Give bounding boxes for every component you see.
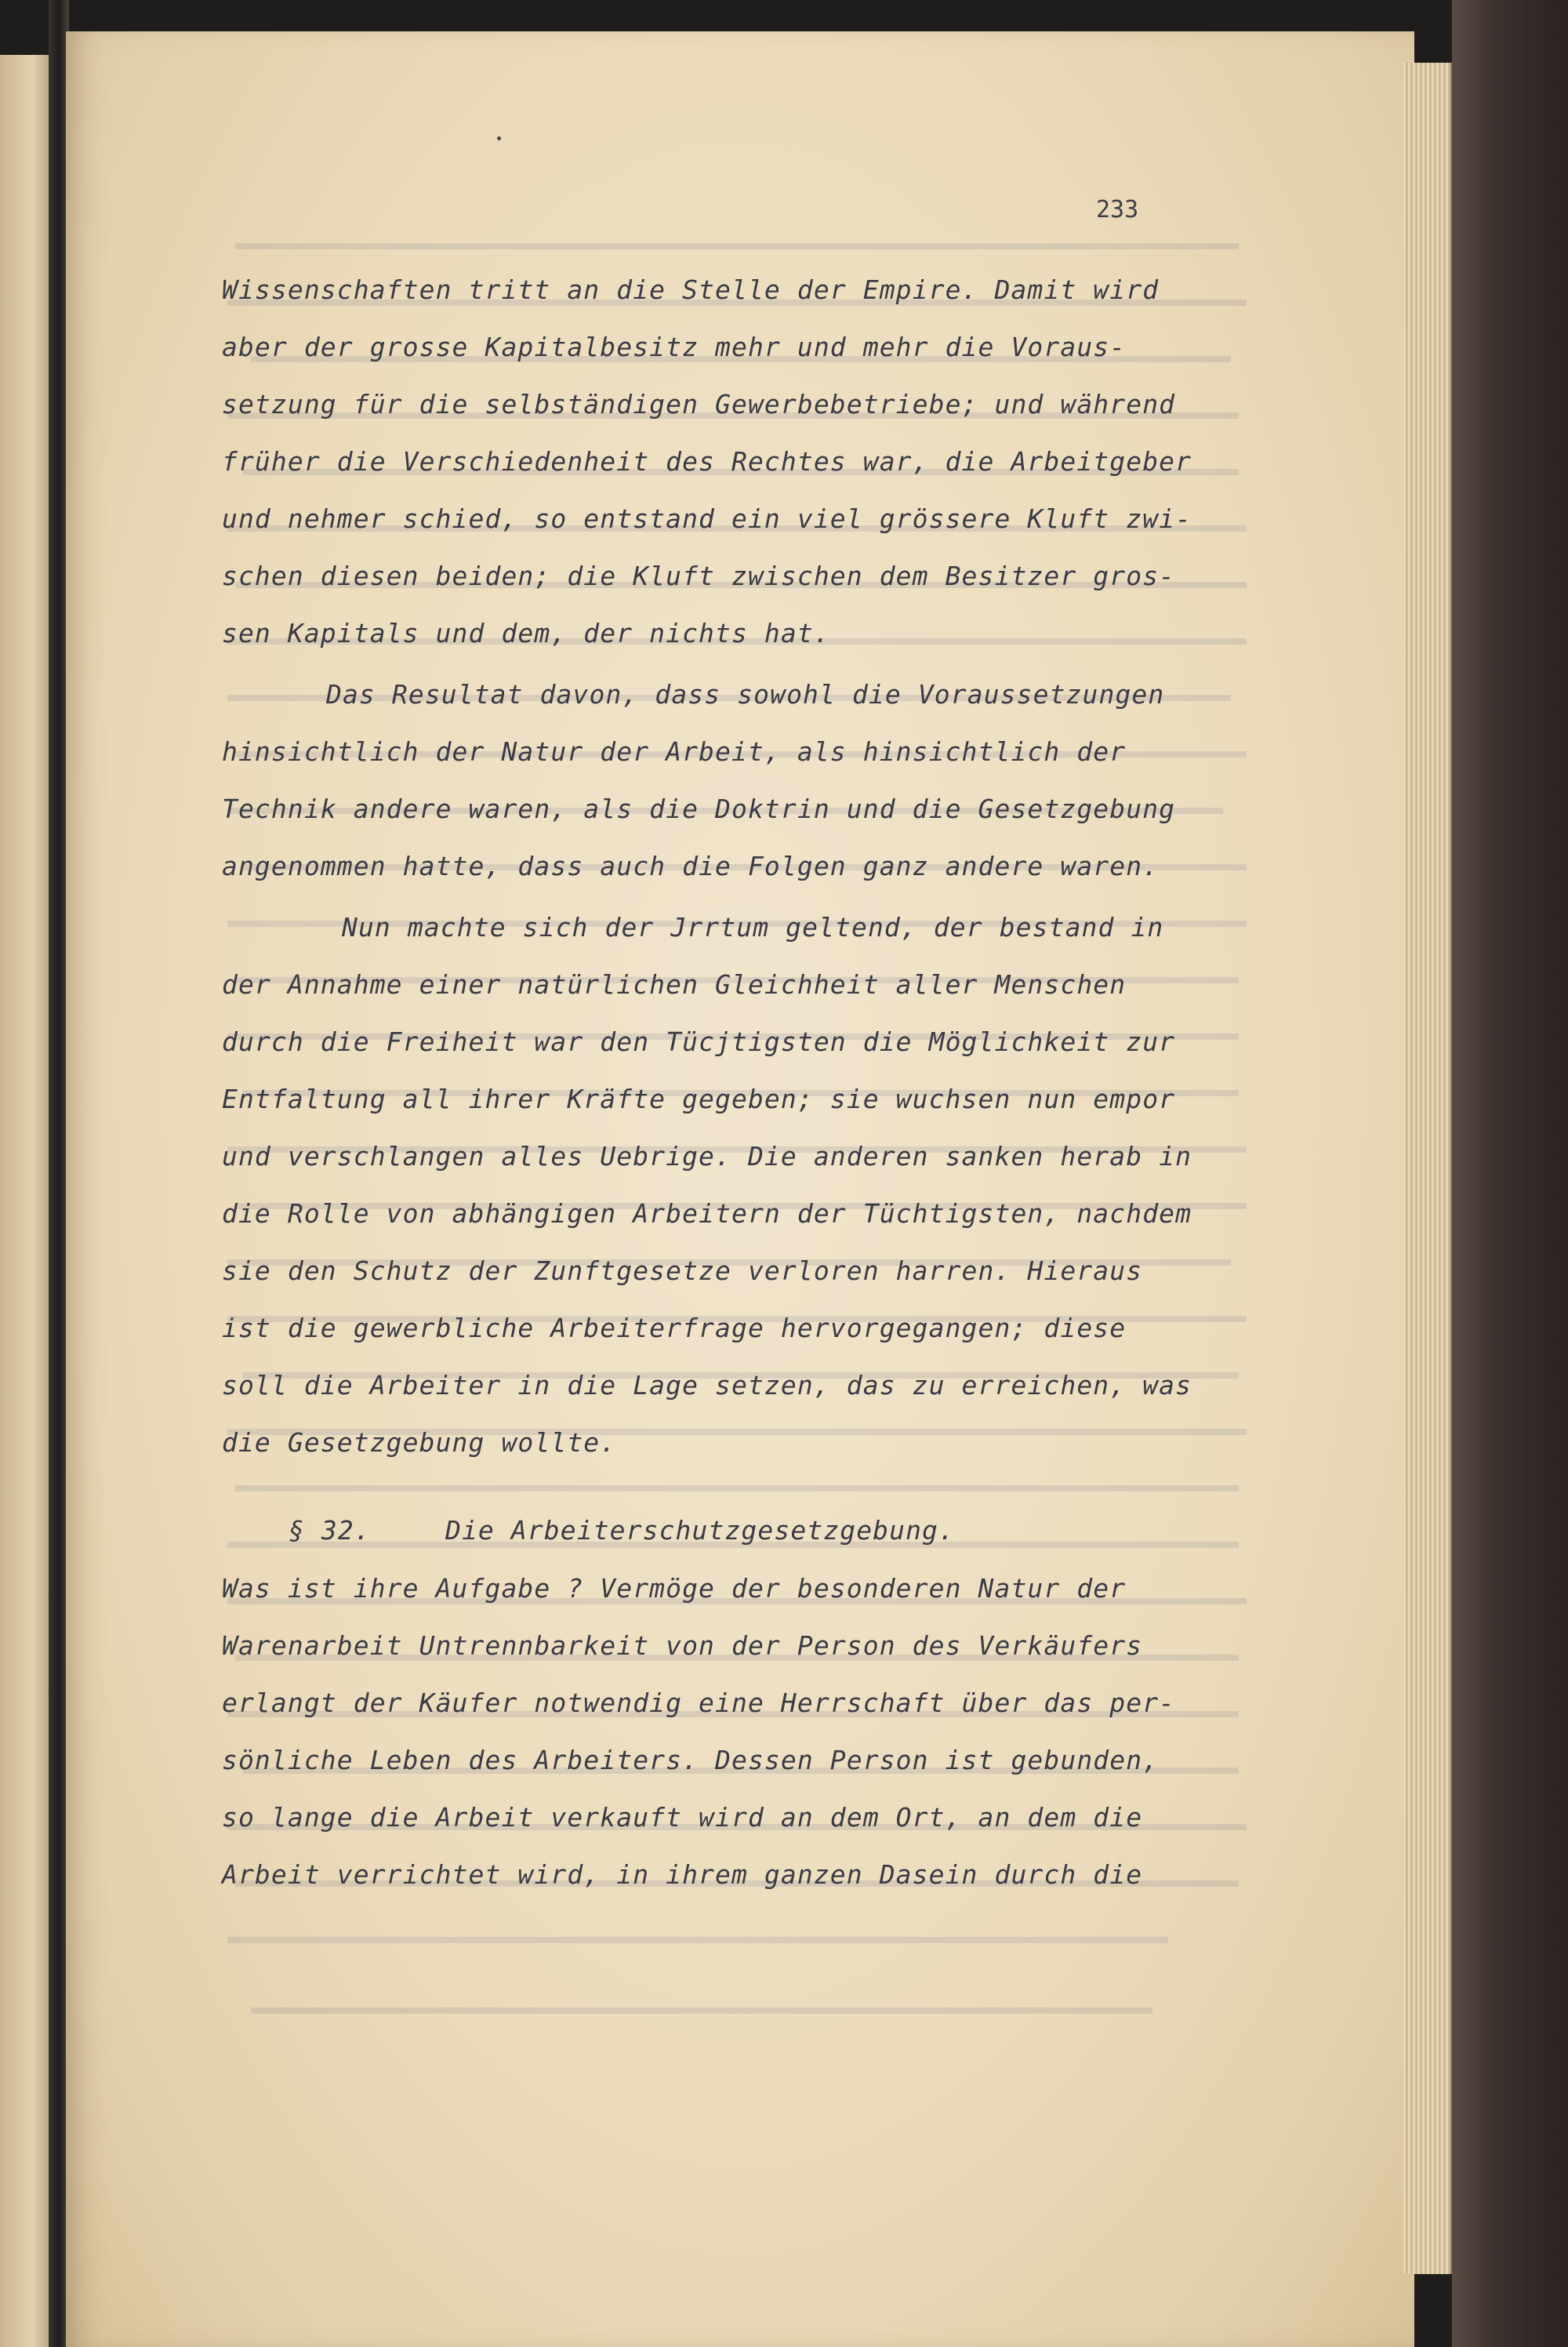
text-line: früher die Verschiedenheit des Rechtes war, die Arbeitgeber xyxy=(222,446,1192,477)
page-number: 233 xyxy=(1096,196,1139,223)
text-line: die Rolle von abhängigen Arbeitern der Tüchtigsten, nachdem xyxy=(222,1198,1192,1229)
text-line: setzung für die selbständigen Gewerbebetriebe; und während xyxy=(222,389,1176,420)
text-line: aber der grosse Kapitalbesitz mehr und mehr die Voraus- xyxy=(222,332,1127,362)
text-line: und verschlangen alles Uebrige. Die anderen sanken herab in xyxy=(222,1141,1192,1172)
section-mark: § 32. xyxy=(289,1515,371,1546)
text-line: sie den Schutz der Zunftgesetze verloren harren. Hieraus xyxy=(222,1255,1143,1286)
text-line: so lange die Arbeit verkauft wird an dem Ort, an dem die xyxy=(222,1802,1143,1833)
text-line: Warenarbeit Untrennbarkeit von der Person des Verkäufers xyxy=(222,1630,1143,1661)
text-line: sen Kapitals und dem, der nichts hat. xyxy=(222,618,830,649)
text-line: angenommen hatte, dass auch die Folgen ganz andere waren. xyxy=(222,851,1160,881)
text-line: der Annahme einer natürlichen Gleichheit aller Menschen xyxy=(222,969,1127,1000)
text-line: erlangt der Käufer notwendig eine Herrschaft über das per- xyxy=(222,1688,1176,1718)
text-line: sönliche Leben des Arbeiters. Dessen Person ist gebunden, xyxy=(222,1745,1160,1775)
text-line: die Gesetzgebung wollte. xyxy=(222,1427,617,1458)
text-line: schen diesen beiden; die Kluft zwischen dem Besitzer gros- xyxy=(222,561,1176,591)
left-facing-page-edge xyxy=(0,55,55,2347)
text-line: Nun machte sich der Jrrtum geltend, der bestand in xyxy=(342,912,1164,943)
text-line: Technik andere waren, als die Doktrin und die Gesetzgebung xyxy=(222,794,1176,824)
text-line: soll die Arbeiter in die Lage setzen, das zu erreichen, was xyxy=(222,1370,1192,1401)
text-line: hinsichtlich der Natur der Arbeit, als hinsichtlich der xyxy=(222,736,1127,767)
text-line: Wissenschaften tritt an die Stelle der Empire. Damit wird xyxy=(222,274,1160,305)
text-line: durch die Freiheit war den Tücjtigsten die Möglichkeit zur xyxy=(222,1026,1176,1057)
section-title: Die Arbeiterschutzgesetzgebung. xyxy=(445,1515,955,1546)
text-line: und nehmer schied, so entstand ein viel grössere Kluft zwi- xyxy=(222,503,1192,534)
text-line: Das Resultat davon, dass sowohl die Voraussetzungen xyxy=(326,679,1165,710)
text-line: ist die gewerbliche Arbeiterfrage hervorgegangen; diese xyxy=(222,1313,1127,1343)
page-stack-edges xyxy=(1403,63,1452,2274)
ink-speck xyxy=(497,136,501,140)
text-line: Arbeit verrichtet wird, in ihrem ganzen Dasein durch die xyxy=(222,1859,1143,1890)
text-line: Was ist ihre Aufgabe ? Vermöge der besonderen Natur der xyxy=(222,1573,1127,1604)
book-cover-edge xyxy=(1452,0,1568,2347)
text-line: Entfaltung all ihrer Kräfte gegeben; sie wuchsen nun empor xyxy=(222,1084,1176,1114)
